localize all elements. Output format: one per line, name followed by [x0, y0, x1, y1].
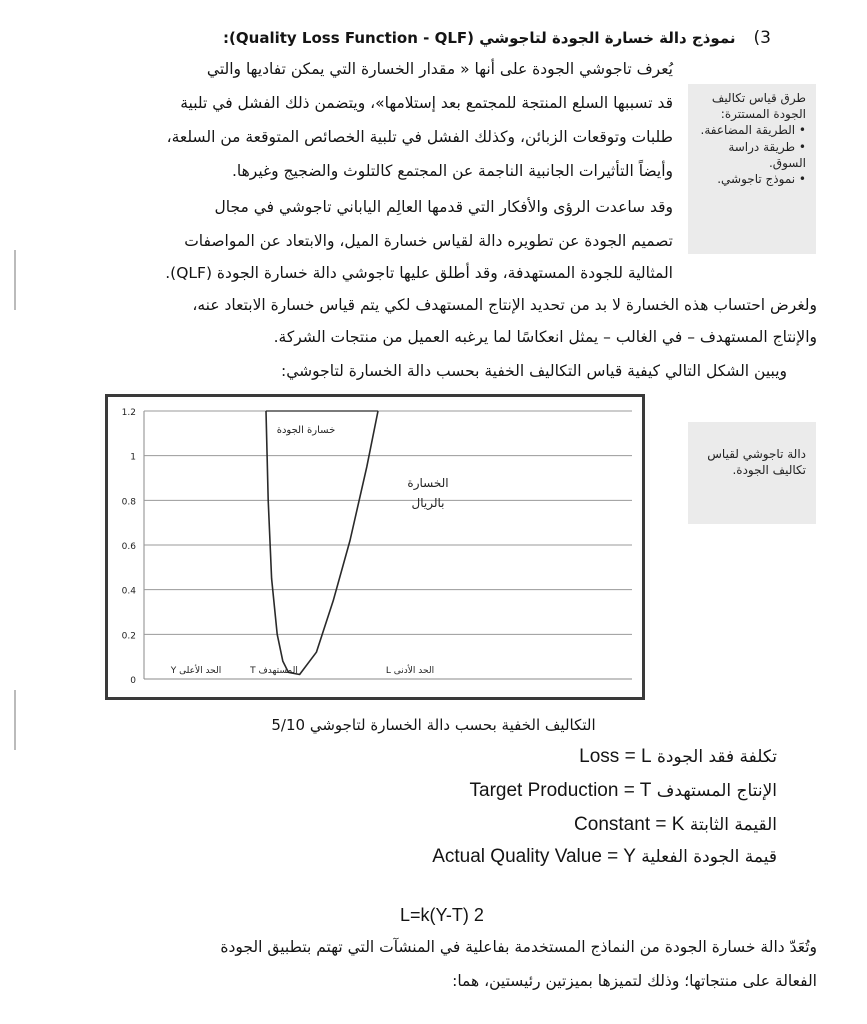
y-tick-label: 0.8	[121, 497, 136, 508]
annotation-lower-limit: الحد الأدنى L	[385, 666, 435, 676]
paragraph-line: يُعرف تاجوشي الجودة على أنها « مقدار الخسارة التي يمكن تفاديها والتي	[206, 60, 673, 78]
figure-caption: التكاليف الخفية بحسب دالة الخسارة لتاجوشي 5/10	[271, 716, 596, 734]
y-tick-label: 0	[130, 676, 136, 686]
definition-english: Target Production = T	[469, 780, 652, 801]
sidebar-item: • طريقة دراسة السوق.	[728, 139, 806, 170]
paragraph-line: ولغرض احتساب هذه الخسارة لا بد من تحديد الإنتاج المستهدف لكي يتم قياس خسارة الابتعاد عنه،	[192, 296, 817, 314]
definition-arabic: القيمة الثابتة	[689, 815, 777, 835]
annotation-loss-unit: بالريال	[411, 496, 445, 510]
paragraph-line: قد تسببها السلع المنتجة للمجتمع بعد إستلامها»، ويتضمن ذلك الفشل في تلبية	[180, 94, 673, 112]
paragraph-line: تصميم الجودة عن تطويره دالة لقياس خسارة الميل، والابتعاد عن المواصفات	[184, 232, 673, 250]
chart-frame	[105, 394, 645, 700]
sidebar-item: • الطريقة المضاعفة.	[700, 123, 806, 138]
paragraph-line: والإنتاج المستهدف – في الغالب – يمثل انعكاسًا لما يرغبه العميل من منتجات الشركة.	[273, 328, 817, 346]
definition-english: Loss = L	[579, 746, 652, 767]
paragraph-line: الفعالة على منتجاتها؛ وذلك لتميزها بميزتين رئيستين، هما:	[452, 972, 817, 990]
section-title: نموذج دالة خسارة الجودة لتاجوشي (Quality Loss Function - QLF):	[223, 29, 736, 47]
definition-row	[432, 846, 777, 868]
annotation-target: المستهدف T	[250, 666, 298, 676]
annotation-top-label: خسارة الجودة	[276, 425, 336, 436]
loss-curve	[266, 411, 378, 675]
paragraph-line: وتُعَدّ دالة خسارة الجودة من النماذج المستخدمة بفاعلية في المنشآت التي تهتم بتطبيق الجودة	[220, 938, 817, 956]
paragraph-line: طلبات وتوقعات الزبائن، وكذلك الفشل في تلبية الخصائص المتوقعة من السلعة،	[166, 128, 673, 146]
formula: L=k(Y-T) 2	[400, 905, 484, 925]
paragraph-line: وأيضاً التأثيرات الجانبية الناجمة عن المجتمع كالتلوث والضجيج وغيرها.	[231, 162, 673, 180]
paragraph-line: المثالية للجودة المستهدفة، وقد أطلق عليها تاجوشي دالة خسارة الجودة (QLF).	[165, 264, 673, 282]
definition-row	[579, 746, 777, 768]
y-tick-label: 1.2	[121, 408, 136, 418]
y-tick-label: 0.2	[121, 631, 136, 642]
section-number: 3)	[753, 28, 771, 48]
definition-arabic: الإنتاج المستهدف	[656, 781, 777, 801]
paragraph-line: وقد ساعدت الرؤى والأفكار التي قدمها العالِم الياباني تاجوشي في مجال	[214, 198, 673, 216]
sidebar-item: • نموذج تاجوشي.	[717, 171, 806, 186]
sidebar-text: دالة تاجوشي لقياس تكاليف الجودة.	[707, 447, 806, 478]
definition-arabic: تكلفة فقد الجودة	[656, 747, 777, 767]
definition-english: Actual Quality Value = Y	[432, 846, 636, 867]
definition-english: Constant = K	[574, 814, 685, 835]
sidebar-note-taguchi	[688, 422, 816, 524]
margin-mark	[14, 250, 16, 310]
annotation-upper-limit: الحد الأعلى Y	[170, 666, 222, 676]
definition-row	[470, 780, 778, 802]
sidebar-title: طرق قياس تكاليف الجودة المستترة:	[711, 91, 806, 122]
y-tick-label: 0.6	[121, 542, 136, 552]
paragraph-line: ويبين الشكل التالي كيفية قياس التكاليف الخفية بحسب دالة الخسارة لتاجوشي:	[281, 362, 787, 380]
annotation-loss-label: الخسارة	[407, 476, 449, 490]
y-tick-label: 0.4	[121, 586, 136, 597]
loss-chart	[108, 397, 642, 697]
section-heading	[223, 28, 771, 48]
sidebar-note-methods	[688, 84, 816, 254]
definition-arabic: قيمة الجودة الفعلية	[641, 847, 777, 867]
definition-row	[574, 814, 777, 836]
y-tick-label: 1	[130, 452, 136, 463]
